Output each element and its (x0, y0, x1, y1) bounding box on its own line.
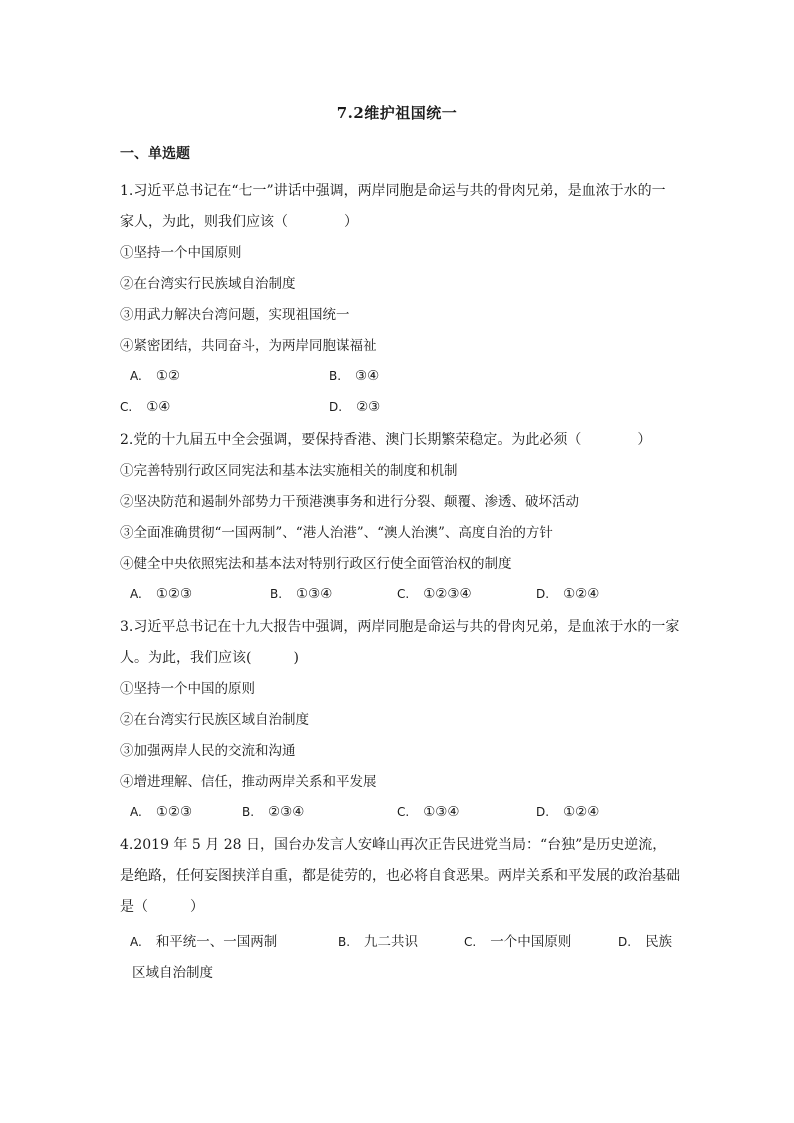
q2-item-3: ③全面准确贯彻“一国两制”、“港人治港”、“澳人治澳”、高度自治的方针 (120, 525, 553, 541)
q1-item-1: ①坚持一个中国原则 (120, 245, 242, 261)
q3-option-c[interactable]: C. ①③④ (397, 804, 460, 820)
q2-stem-line1: 2.党的十九届五中全会强调，要保持香港、澳门长期繁荣稳定。为此必须（ ） (120, 432, 652, 448)
q2-option-a[interactable]: A. ①②③ (130, 586, 193, 602)
q3-item-4: ④增进理解、信任，推动两岸关系和平发展 (120, 774, 377, 790)
q3-item-1: ①坚持一个中国的原则 (120, 681, 255, 697)
q3-option-b[interactable]: B. ②③④ (242, 804, 305, 820)
q4-option-c[interactable]: C. 一个中国原则 (464, 934, 572, 950)
q1-option-c[interactable]: C. ①④ (120, 399, 171, 415)
q3-stem-line1: 3.习近平总书记在十九大报告中强调，两岸同胞是命运与共的骨肉兄弟，是血浓于水的一家 (120, 619, 680, 635)
q4-stem-line3: 是（ ） (120, 899, 204, 915)
q2-item-2: ②坚决防范和遏制外部势力干预港澳事务和进行分裂、颠覆、渗透、破坏活动 (120, 494, 579, 510)
q2-item-4: ④健全中央依照宪法和基本法对特别行政区行使全面管治权的制度 (120, 556, 512, 572)
q3-item-3: ③加强两岸人民的交流和沟通 (120, 743, 296, 759)
q1-stem-line1: 1.习近平总书记在“七一”讲话中强调，两岸同胞是命运与共的骨肉兄弟，是血浓于水的一 (120, 183, 666, 199)
q2-option-d[interactable]: D. ①②④ (536, 586, 600, 602)
q1-stem-line2: 家人，为此，则我们应该（ ） (120, 214, 358, 230)
q1-item-4: ④紧密团结，共同奋斗，为两岸同胞谋福祉 (120, 338, 377, 354)
q1-item-3: ③用武力解决台湾问题，实现祖国统一 (120, 307, 350, 323)
q3-stem-line2: 人。为此，我们应该( ) (120, 650, 299, 666)
q4-option-d[interactable]: D. 民族 (618, 934, 673, 950)
q3-item-2: ②在台湾实行民族区域自治制度 (120, 712, 309, 728)
q3-option-a[interactable]: A. ①②③ (130, 804, 193, 820)
section-heading: 一、单选题 (120, 146, 190, 162)
q4-option-d-wrap: 区域自治制度 (132, 965, 213, 981)
q2-item-1: ①完善特别行政区同宪法和基本法实施相关的制度和机制 (120, 463, 458, 479)
q4-option-a[interactable]: A. 和平统一、一国两制 (130, 934, 278, 950)
q2-option-b[interactable]: B. ①③④ (270, 586, 333, 602)
q3-option-d[interactable]: D. ①②④ (536, 804, 600, 820)
q4-stem-line2: 是绝路，任何妄图挟洋自重，都是徒劳的，也必将自食恶果。两岸关系和平发展的政治基础 (120, 868, 680, 884)
q1-option-a[interactable]: A. ①② (130, 368, 181, 384)
q4-stem-line1: 4.2019 年 5 月 28 日，国台办发言人安峰山再次正告民进党当局：“台独”是历史逆流， (120, 837, 667, 853)
q1-item-2: ②在台湾实行民族域自治制度 (120, 276, 296, 292)
q1-option-d[interactable]: D. ②③ (329, 399, 381, 415)
q4-option-b[interactable]: B. 九二共识 (338, 934, 419, 950)
document-title: 7.2维护祖国统一 (336, 104, 458, 122)
q1-option-b[interactable]: B. ③④ (329, 368, 380, 384)
q2-option-c[interactable]: C. ①②③④ (397, 586, 472, 602)
